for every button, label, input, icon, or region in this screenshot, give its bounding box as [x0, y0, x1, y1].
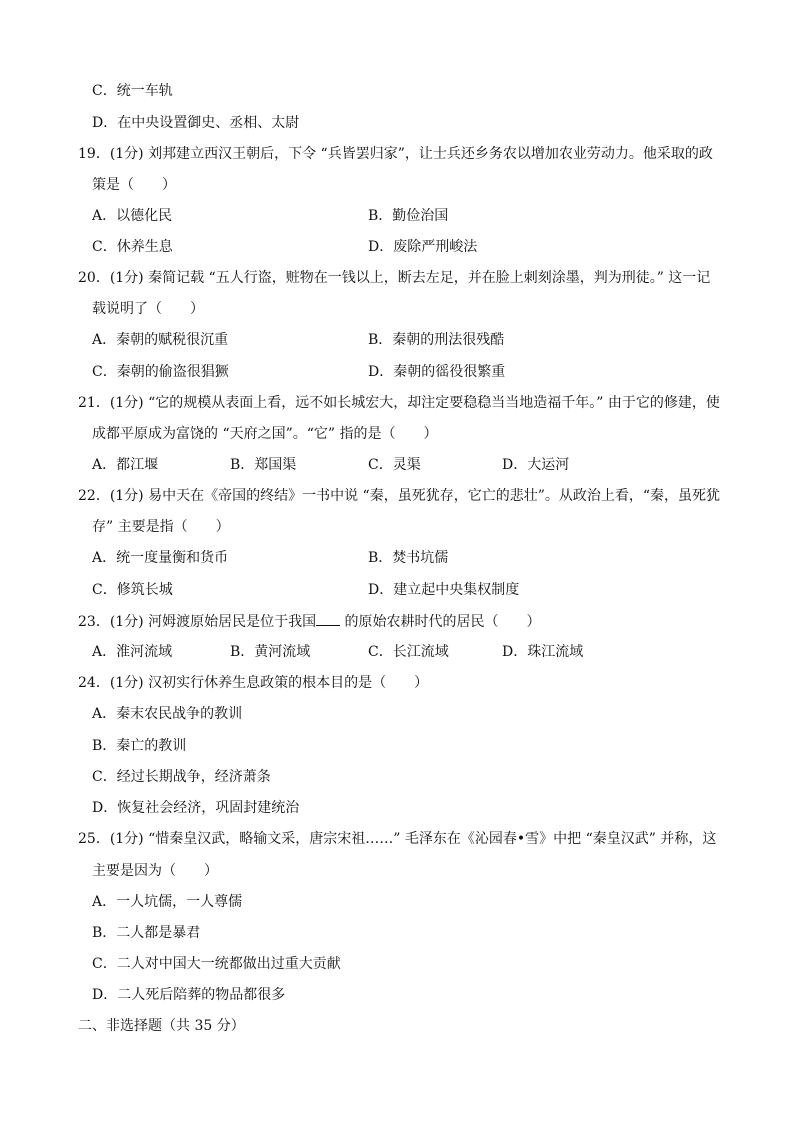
- q20-option-d[interactable]: D．秦朝的徭役很繁重: [368, 364, 506, 380]
- q25-option-d[interactable]: D．二人死后陪葬的物品都很多: [92, 987, 286, 1003]
- question-22-text-cont: 存” 主要是指（ ）: [92, 519, 230, 535]
- question-25-text-cont: 主要是因为（ ）: [92, 863, 218, 879]
- q22-option-b[interactable]: B．焚书坑儒: [368, 550, 449, 566]
- q24-option-b[interactable]: B．秦亡的教训: [92, 738, 187, 754]
- question-19-text: 19．(1分) 刘邦建立西汉王朝后，下令 “兵皆罢归家”，让士兵还乡务农以增加农业劳动力。他采取的政: [78, 146, 713, 162]
- question-24-text: 24．(1分) 汉初实行休养生息政策的根本目的是（ ）: [78, 675, 429, 691]
- q24-option-c[interactable]: C．经过长期战争，经济萧条: [92, 769, 271, 785]
- q23-option-a[interactable]: A．淮河流域: [92, 644, 173, 660]
- q24-option-d[interactable]: D．恢复社会经济，巩固封建统治: [92, 800, 300, 816]
- q22-option-a[interactable]: A．统一度量衡和货币: [92, 550, 229, 566]
- q25-option-c[interactable]: C．二人对中国大一统都做出过重大贡献: [92, 956, 341, 972]
- question-20-text: 20．(1分) 秦简记载 “五人行盗，赃物在一钱以上，断去左足，并在脸上刺刻涂墨，判为刑徒。” 这一记: [78, 270, 711, 286]
- q21-option-b[interactable]: B．郑国渠: [230, 457, 297, 473]
- q23-option-d[interactable]: D．珠江流域: [502, 644, 584, 660]
- question-21-text-cont: 成都平原成为富饶的 “天府之国”。“它” 指的是（ ）: [92, 426, 438, 442]
- prev-option-d: D．在中央设置御史、丞相、太尉: [92, 115, 300, 131]
- q19-option-d[interactable]: D．废除严刑峻法: [368, 239, 478, 255]
- section-heading: 二、非选择题（共 35 分）: [78, 1018, 245, 1034]
- q20-option-b[interactable]: B．秦朝的刑法很残酷: [368, 332, 505, 348]
- question-23-text-start: 23．(1分) 河姆渡原始居民是位于我国: [78, 614, 317, 630]
- question-19-text-cont: 策是（ ）: [92, 177, 176, 193]
- question-22-text: 22．(1分) 易中天在《帝国的终结》一书中说 “秦，虽死犹存，它亡的悲壮”。从政治上看，“秦，虽死犹: [78, 488, 721, 504]
- question-23-text-end: 的原始农耕时代的居民（ ）: [340, 614, 541, 630]
- q25-option-b[interactable]: B．二人都是暴君: [92, 925, 201, 941]
- q23-option-c[interactable]: C．长江流域: [368, 644, 449, 660]
- prev-option-c: C．统一车轨: [92, 83, 173, 99]
- q19-option-a[interactable]: A．以德化民: [92, 208, 173, 224]
- q25-option-a[interactable]: A．一人坑儒，一人尊儒: [92, 894, 243, 910]
- question-25-text: 25．(1分) “惜秦皇汉武，略输文采，唐宗宋祖……” 毛泽东在《沁园春•雪》中把 “秦皇汉武” 并称，这: [78, 831, 717, 847]
- q19-option-b[interactable]: B．勤俭治国: [368, 208, 449, 224]
- q22-option-d[interactable]: D．建立起中央集权制度: [368, 582, 520, 598]
- fill-blank[interactable]: [316, 611, 340, 626]
- q20-option-c[interactable]: C．秦朝的偷盗很猖獗: [92, 364, 229, 380]
- q21-option-d[interactable]: D．大运河: [502, 457, 570, 473]
- question-23-text: [78, 611, 541, 631]
- q21-option-a[interactable]: A．都江堰: [92, 457, 159, 473]
- q21-option-c[interactable]: C．灵渠: [368, 457, 421, 473]
- q20-option-a[interactable]: A．秦朝的赋税很沉重: [92, 332, 229, 348]
- q22-option-c[interactable]: C．修筑长城: [92, 582, 173, 598]
- q23-option-b[interactable]: B．黄河流域: [230, 644, 311, 660]
- q19-option-c[interactable]: C．休养生息: [92, 239, 173, 255]
- question-21-text: 21．(1分) “它的规模从表面上看，远不如长城宏大，却注定要稳稳当当地造福千年。” 由于它的修建，使: [78, 395, 720, 411]
- question-20-text-cont: 载说明了（ ）: [92, 301, 204, 317]
- q24-option-a[interactable]: A．秦末农民战争的教训: [92, 706, 243, 722]
